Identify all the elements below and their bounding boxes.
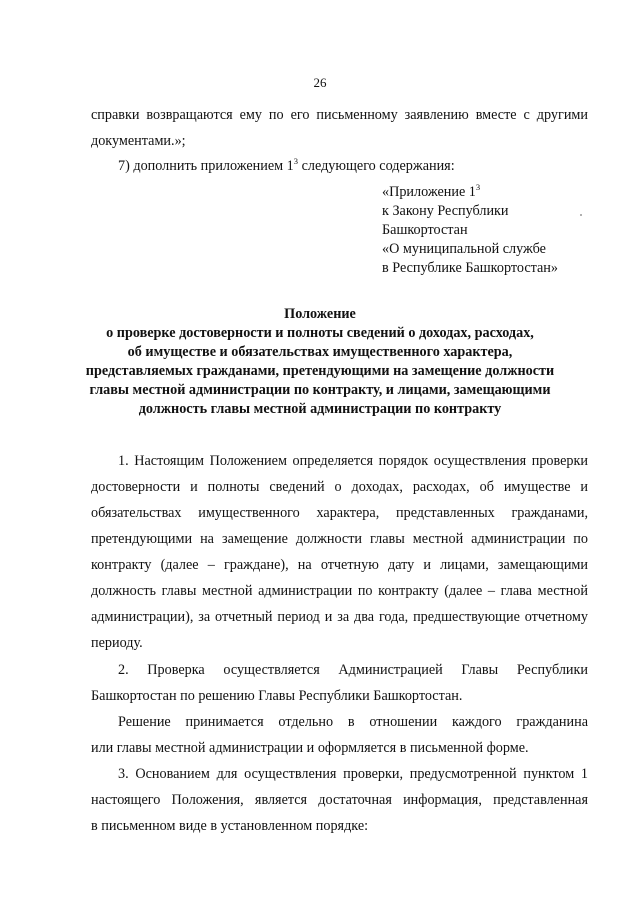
paragraph-1-line: контракту (далее – граждане), на отчетную дату и лицами, замещающими: [91, 557, 588, 573]
paragraph-1-line: должность главы местной администрации по контракту (далее – глава местной: [91, 583, 588, 599]
scan-speck: [580, 214, 582, 216]
paragraph-1-line: администрации), за отчетный период и за два года, предшествующие отчетному: [91, 609, 588, 625]
appendix-line: [382, 183, 480, 201]
appendix-line-5: в Республике Башкортостан»: [382, 260, 558, 276]
paragraph-1-line: претендующими на замещение должности главы местной администрации по: [91, 531, 588, 547]
section-title-line: о проверке достоверности и полноты сведений о доходах, расходах,: [106, 325, 534, 341]
paragraph-3-line: настоящего Положения, является достаточная информация, представленная: [91, 792, 588, 808]
text-line: справки возвращаются ему по его письменному заявлению вместе с другими: [91, 107, 588, 123]
paragraph-2b-line: Решение принимается отдельно в отношении каждого гражданина: [118, 714, 588, 730]
paragraph-3-line: 3. Основанием для осуществления проверки, предусмотренной пунктом 1: [118, 766, 588, 782]
appendix-superscript: 3: [475, 182, 481, 192]
item-7-text: 7) дополнить приложением 1: [118, 158, 294, 174]
item-7-superscript: 3: [293, 156, 299, 166]
appendix-line-4: «О муниципальной службе: [382, 241, 546, 257]
paragraph-2-line: 2. Проверка осуществляется Администрацией Главы Республики: [118, 662, 588, 678]
paragraph-1-line: обязательствах имущественного характера, представленных гражданами,: [91, 505, 588, 521]
section-title-line: об имуществе и обязательствах имущественного характера,: [127, 344, 513, 360]
appendix-line-1: «Приложение 1: [382, 184, 476, 200]
paragraph-1-line: 1. Настоящим Положением определяется порядок осуществления проверки: [118, 453, 588, 469]
section-title-line: главы местной администрации по контракту, и лицами, замещающими: [89, 382, 551, 398]
paragraph-1-line: периоду.: [91, 635, 143, 651]
paragraph-1-line: достоверности и полноты сведений о доходах, расходах, об имуществе и: [91, 479, 588, 495]
paragraph-2b-line: или главы местной администрации и оформляется в письменной форме.: [91, 740, 529, 756]
page-number: 26: [313, 75, 327, 90]
section-title-line: представляемых гражданами, претендующими на замещение должности: [85, 363, 555, 379]
item-7-tail: следующего содержания:: [298, 158, 455, 174]
appendix-line-3: Башкортостан: [382, 222, 468, 238]
paragraph-3-line: в письменном виде в установленном порядке:: [91, 818, 369, 834]
section-title-line: должность главы местной администрации по контракту: [138, 401, 502, 417]
section-title: Положение: [284, 306, 356, 322]
paragraph-2-line: Башкортостан по решению Главы Республики Башкортостан.: [91, 688, 463, 704]
item-7-line: [118, 157, 588, 175]
text-line: документами.»;: [91, 133, 186, 149]
appendix-line-2: к Закону Республики: [382, 203, 509, 219]
